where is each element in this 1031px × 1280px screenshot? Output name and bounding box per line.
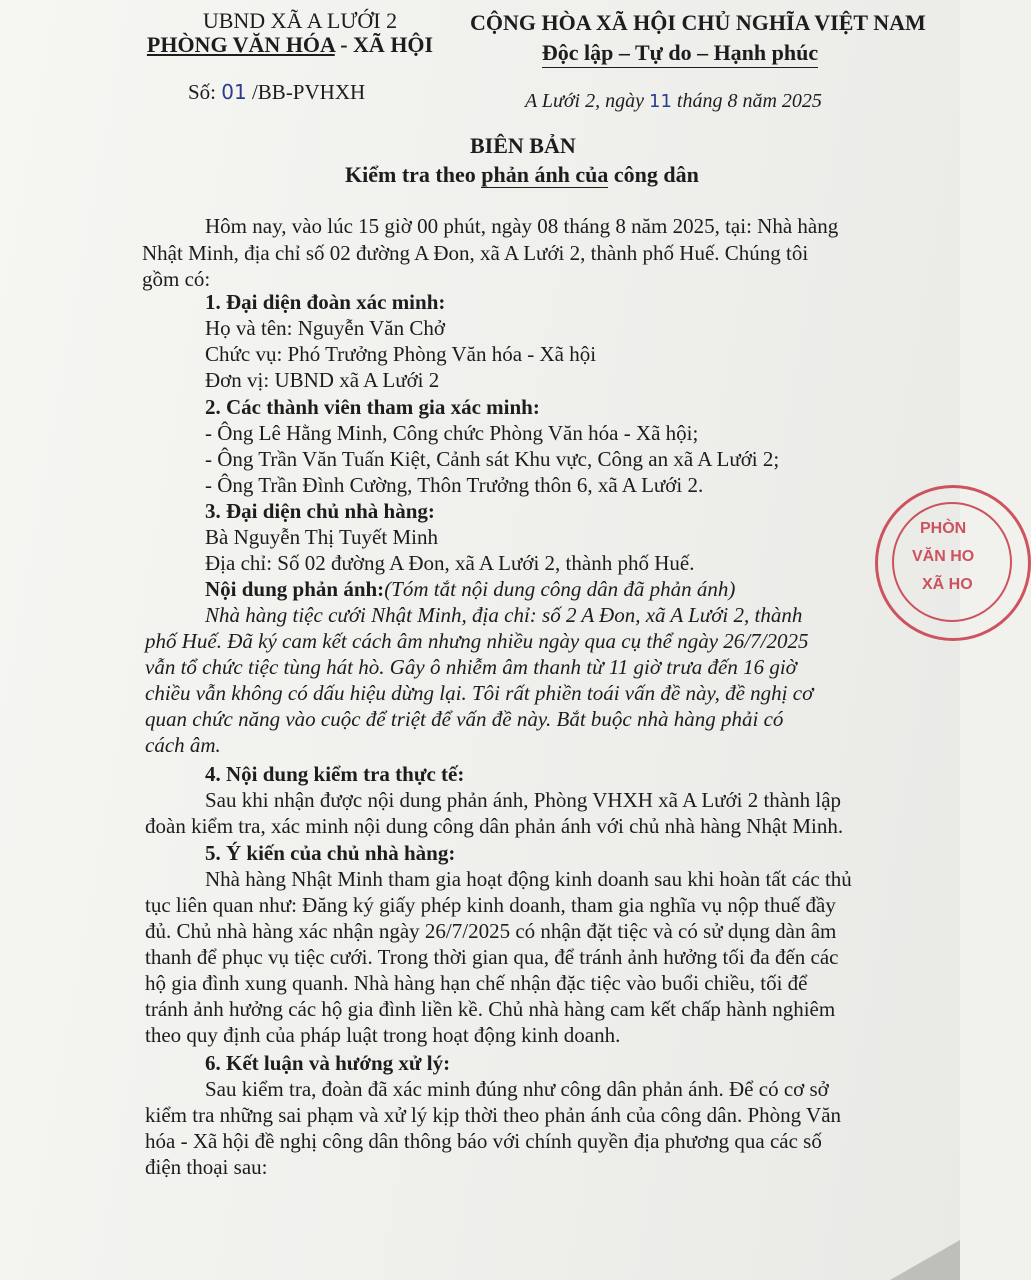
member-item: - Ông Trần Đình Cường, Thôn Trưởng thôn 6, xã A Lưới 2. (205, 473, 704, 497)
section5-line: thanh để phục vụ tiệc cưới. Trong thời gian qua, để tránh ảnh hưởng tối đa đến các (145, 945, 839, 969)
document-subtitle (345, 162, 699, 188)
national-motto (520, 40, 840, 66)
section6-line: hóa - Xã hội đề nghị công dân thông báo với chính quyền địa phương qua các số (145, 1129, 822, 1153)
complaint-line: Nhà hàng tiệc cưới Nhật Minh, địa chỉ: số 2 A Đon, xã A Lưới 2, thành (205, 603, 803, 627)
agency-name (130, 32, 450, 58)
intro-line: gồm có: (142, 267, 211, 291)
intro-line: Nhật Minh, địa chỉ số 02 đường A Đon, xã A Lưới 2, thành phố Huế. Chúng tôi (142, 241, 809, 265)
stamp-text: VĂN HO (912, 548, 975, 565)
owner-name: Bà Nguyễn Thị Tuyết Minh (205, 525, 438, 549)
member-item: - Ông Trần Văn Tuấn Kiệt, Cảnh sát Khu vực, Công an xã A Lưới 2; (205, 447, 780, 471)
section1-position: Chức vụ: Phó Trưởng Phòng Văn hóa - Xã hội (205, 342, 597, 366)
complaint-label: Nội dung phản ánh: (205, 577, 385, 601)
intro-line: Hôm nay, vào lúc 15 giờ 00 phút, ngày 08 tháng 8 năm 2025, tại: Nhà hàng (205, 214, 839, 238)
section3-heading: 3. Đại diện chủ nhà hàng: (205, 499, 435, 523)
section6-line: điện thoại sau: (145, 1155, 268, 1179)
document-date (525, 90, 822, 113)
member-item: - Ông Lê Hằng Minh, Công chức Phòng Văn hóa - Xã hội; (205, 421, 699, 445)
agency-name-rest: - XÃ HỘI (334, 32, 434, 57)
section2-heading: 2. Các thành viên tham gia xác minh: (205, 395, 540, 419)
document-title: BIÊN BẢN (470, 133, 576, 158)
agency-parent: UBND XÃ A LƯỚI 2 (202, 8, 398, 33)
stamp-text: PHÒN (920, 520, 967, 537)
page-corner-shadow (890, 1240, 960, 1280)
complaint-heading (205, 576, 735, 602)
complaint-line: chiều vẫn không có dấu hiệu dừng lại. Tôi rất phiền toái vấn đề này, đề nghị cơ (145, 681, 814, 705)
document-number (188, 80, 365, 105)
section4-heading: 4. Nội dung kiểm tra thực tế: (205, 762, 465, 786)
complaint-line: vẫn tổ chức tiệc tùng hát hò. Gây ô nhiễm âm thanh từ 11 giờ trưa đến 16 giờ (145, 655, 797, 679)
section6-heading: 6. Kết luận và hướng xử lý: (205, 1051, 451, 1075)
section1-heading: 1. Đại diện đoàn xác minh: (205, 290, 446, 314)
official-stamp (875, 485, 1031, 641)
agency-name-underlined: PHÒNG VĂN HÓA (146, 32, 335, 57)
section1-name: Họ và tên: Nguyễn Văn Chở (205, 316, 445, 340)
subtitle-part-a: Kiểm tra theo (345, 162, 482, 187)
complaint-line: cách âm. (145, 733, 221, 757)
complaint-note: (Tóm tắt nội dung công dân đã phản ánh) (384, 577, 736, 601)
section5-line: hộ gia đình xung quanh. Nhà hàng hạn chế nhận đặc tiệc vào buổi chiều, tối để (145, 971, 808, 995)
section5-line: đủ. Chủ nhà hàng xác nhận ngày 26/7/2025 có nhận đặt tiệc và có sử dụng dàn âm (145, 919, 837, 943)
section5-line: tránh ảnh hưởng các hộ gia đình liền kề. Chủ nhà hàng cam kết chấp hành nghiêm (145, 997, 836, 1021)
document-number-prefix: Số: (188, 80, 222, 104)
date-suffix: tháng 8 năm 2025 (671, 90, 822, 112)
section6-line: Sau kiểm tra, đoàn đã xác minh đúng như công dân phản ánh. Để có cơ sở (205, 1077, 829, 1101)
document-number-suffix: /BB-PVHXH (246, 80, 366, 104)
subtitle-part-c: công dân (608, 162, 699, 187)
section5-line: Nhà hàng Nhật Minh tham gia hoạt động kinh doanh sau khi hoàn tất các thủ (205, 867, 852, 891)
section5-heading: 5. Ý kiến của chủ nhà hàng: (205, 841, 456, 865)
section6-line: kiểm tra những sai phạm và xử lý kịp thời theo phản ánh của công dân. Phòng Văn (145, 1103, 842, 1127)
section4-line: đoàn kiểm tra, xác minh nội dung công dân phản ánh với chủ nhà hàng Nhật Minh. (145, 814, 844, 838)
subtitle-part-b: phản ánh của (481, 162, 609, 187)
section5-line: theo quy định của pháp luật trong hoạt động kinh doanh. (145, 1023, 621, 1047)
owner-address: Địa chỉ: Số 02 đường A Đon, xã A Lưới 2, thành phố Huế. (205, 551, 695, 575)
date-handwritten-day: 11 (649, 91, 672, 112)
date-prefix: A Lưới 2, ngày (525, 90, 649, 112)
stamp-text: XÃ HO (922, 576, 973, 593)
complaint-line: quan chức năng vào cuộc để triệt để vấn đề này. Bắt buộc nhà hàng phải có (145, 707, 784, 731)
section1-unit: Đơn vị: UBND xã A Lưới 2 (205, 368, 440, 392)
document-number-handwritten: 01 (221, 80, 247, 104)
national-motto-text: Độc lập – Tự do – Hạnh phúc (542, 40, 818, 68)
section5-line: tục liên quan như: Đăng ký giấy phép kinh doanh, tham gia nghĩa vụ nộp thuế đầy (145, 893, 836, 917)
complaint-line: phố Huế. Đã ký cam kết cách âm nhưng nhiều ngày qua cụ thể ngày 26/7/2025 (145, 629, 809, 653)
section4-line: Sau khi nhận được nội dung phản ánh, Phòng VHXH xã A Lưới 2 thành lập (205, 788, 842, 812)
national-title: CỘNG HÒA XÃ HỘI CHỦ NGHĨA VIỆT NAM (470, 10, 926, 35)
